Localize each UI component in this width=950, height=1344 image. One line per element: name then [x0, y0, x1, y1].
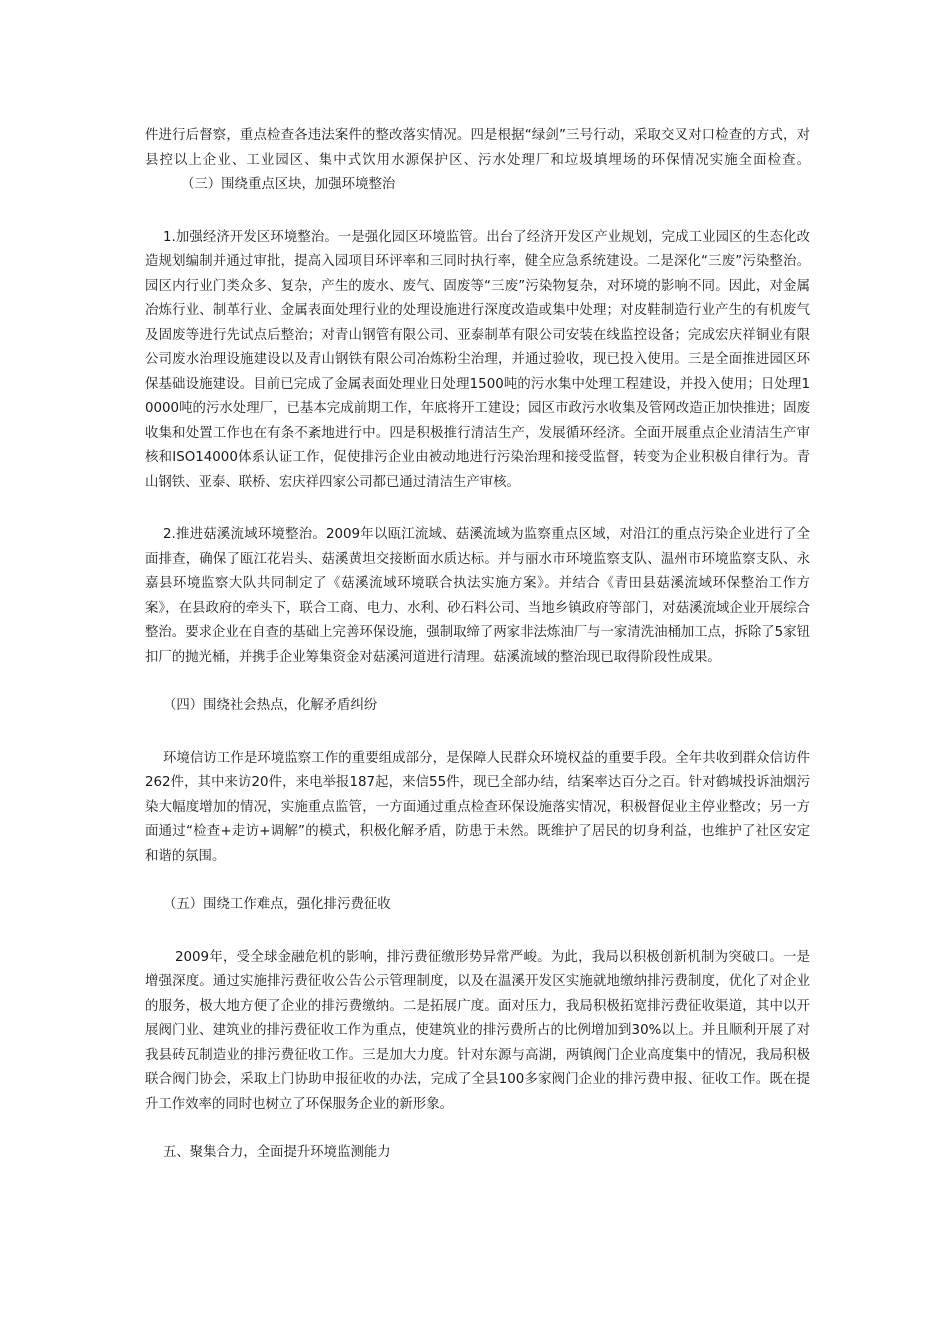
spacer [145, 670, 810, 694]
chapter-heading-5: 五、聚集合力，全面提升环境监测能力 [163, 1145, 391, 1160]
spacer [145, 869, 810, 893]
spacer [145, 918, 810, 946]
paragraph-guxi-basin: 2.推进菇溪流域环境整治。2009年以瓯江流域、菇溪流域为监察重点区域，对沿江的重点污染企业进行了全面排查，确保了瓯江花岩头、菇溪黄坦交接断面水质达标。并与丽水市环境监察支队、温州市环境监察支队、永嘉县环境监察大队共同制定了《菇溪流域环境联合执法实施方案》。并结合《青田县菇溪流域环保整治工作方案》，在县政府的牵头下，联合工商、电力、水利、砂石料公司、当地乡镇政府等部门，对菇溪流域企业开展综合整治。要求企业在自查的基础上完善环保设施，强制取缔了两家非法炼油厂与一家清洗油桶加工点，拆除了5家钮扣厂的抛光桶，并携手企业筹集资金对菇溪河道进行清理。菇溪流域的整治现已取得阶段性成果。 [145, 527, 810, 665]
paragraph-petitions: 环境信访工作是环境监察工作的重要组成部分，是保障人民群众环境权益的重要手段。全年共收到群众信访件262件，其中来访20件，来电举报187起，来信55件，现已全部办结，结案率达百分之百。针对鹤城投诉油烟污染大幅度增加的情况，实施重点监管，一方面通过重点检查环保设施落实情况，积极督促业主停业整改；另一方面通过“检查+走访+调解”的模式，积极化解矛盾，防患于未然。既维护了居民的切身利益，也维护了社区安定和谐的氛围。 [145, 750, 810, 864]
spacer [145, 719, 810, 747]
spacer [145, 198, 810, 226]
spacer [145, 495, 810, 523]
document-body [145, 124, 810, 1166]
paragraph-pollution-fees: 2009年，受全球金融危机的影响，排污费征缴形势异常严峻。为此，我局以积极创新机制为突破口。一是增强深度。通过实施排污费征收公告公示管理制度，以及在温溪开发区实施就地缴纳排污费制度，优化了对企业的服务，极大地方便了企业的排污费缴纳。二是拓展广度。面对压力，我局积极拓宽排污费征收渠道，其中以开展阀门业、建筑业的排污费征收工作为重点，使建筑业的排污费所占的比例增加到30%以上。并且顺利开展了对我县砖瓦制造业的排污费征收工作。三是加大力度。针对东源与高湖，两镇阀门企业高度集中的情况，我局积极联合阀门协会，采取上门协助申报征收的办法，完成了全县100多家阀门企业的排污费申报、征收工作。既在提升工作效率的同时也树立了环保服务企业的新形象。 [145, 949, 810, 1112]
paragraph-continuation [145, 124, 810, 198]
section-heading-4: （四）围绕社会热点，化解矛盾纠纷 [163, 698, 378, 713]
section-heading-3: （三）围绕重点区块，加强环境整治 [181, 177, 396, 192]
paragraph-development-zone: 1.加强经济开发区环境整治。一是强化园区环境监管。出台了经济开发区产业规划，完成工业园区的生态化改造规划编制并通过审批，提高入园项目环评率和三同时执行率，健全应急系统建设。二是深化“三废”污染整治。园区内行业门类众多、复杂，产生的废水、废气、固废等“三废”污染物复杂，对环境的影响不同。因此，对金属冶炼行业、制革行业、金属表面处理行业的处理设施进行深度改造或集中处理；对皮鞋制造行业产生的有机废气及固废等进行先试点后整治；对青山钢管有限公司、亚泰制革有限公司安装在线监控设备；完成宏庆祥铜业有限公司废水治理设施建设以及青山钢铁有限公司冶炼粉尘治理，并通过验收，现已投入使用。三是全面推进园区环保基础设施建设。目前已完成了金属表面处理业日处理1500吨的污水集中处理工程建设，并投入使用；日处理10000吨的污水处理厂，已基本完成前期工作，年底将开工建设；园区市政污水收集及管网改造正加快推进；固废收集和处置工作也在有条不紊地进行中。四是积极推行清洁生产，发展循环经济。全面开展重点企业清洁生产审核和ISO14000体系认证工作，促使排污企业由被动地进行污染治理和接受监督，转变为企业积极自律行为。青山钢铁、亚泰、联桥、宏庆祥四家公司都已通过清洁生产审核。 [145, 229, 810, 490]
spacer [145, 1117, 810, 1141]
section-heading-5: （五）围绕工作难点，强化排污费征收 [163, 897, 391, 912]
paragraph-continuation-text: 件进行后督察，重点检查各违法案件的整改落实情况。四是根据“绿剑”三号行动，采取交叉对口检查的方式，对县控以上企业、工业园区、集中式饮用水源保护区、污水处理厂和垃圾填埋场的环保情况实施全面检查。 [145, 128, 810, 168]
